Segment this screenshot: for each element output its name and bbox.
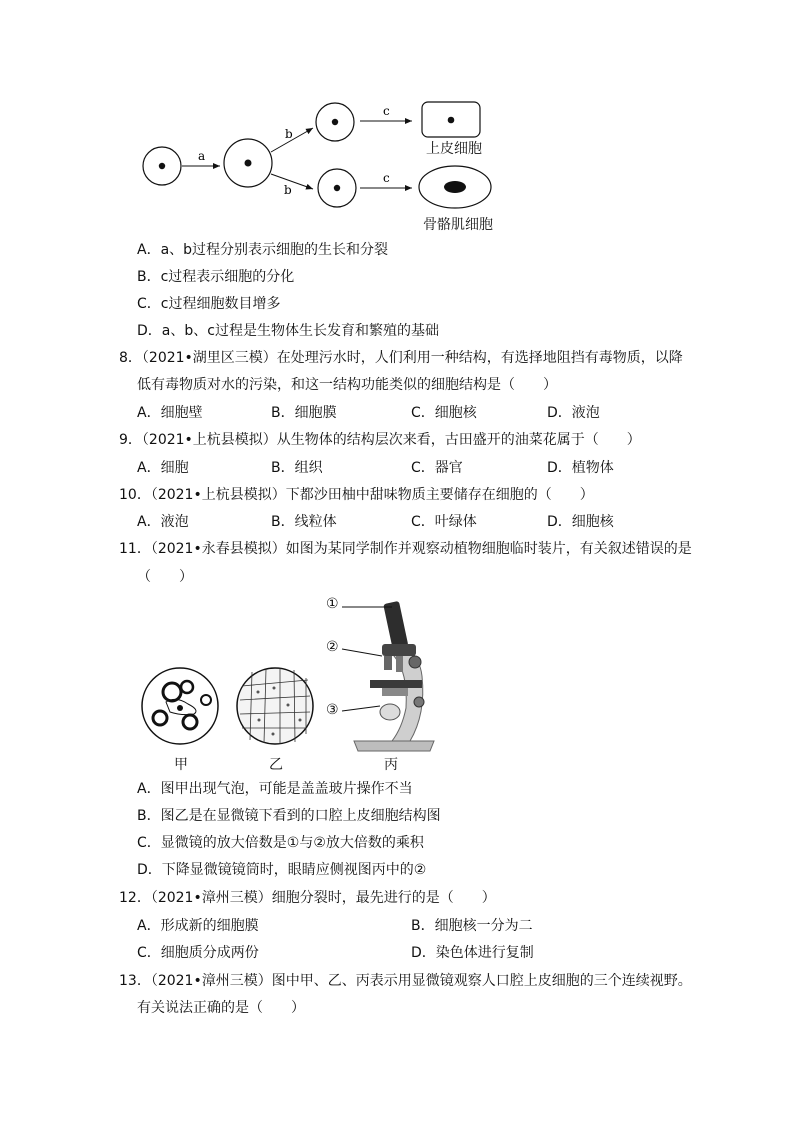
q10-option-c: C．叶绿体 bbox=[411, 514, 477, 530]
q8-option-c: C．细胞核 bbox=[411, 405, 477, 421]
q12-stem: 12．（2021•漳州三模）细胞分裂时，最先进行的是（ ） bbox=[119, 890, 496, 906]
q9-option-d: D．植物体 bbox=[547, 460, 614, 476]
q11-figure bbox=[130, 596, 450, 776]
bubble bbox=[183, 715, 197, 729]
q9-stem: 9．（2021•上杭县模拟）从生物体的结构层次来看，古田盛开的油菜花属于（ ） bbox=[119, 432, 641, 448]
cell-2-nucleus bbox=[245, 160, 252, 167]
q12-option-d: D．染色体进行复制 bbox=[411, 945, 534, 961]
cell-1-nucleus bbox=[159, 163, 165, 169]
q10-option-a: A．液泡 bbox=[137, 514, 189, 530]
q10-option-d: D．细胞核 bbox=[547, 514, 614, 530]
q12-option-a: A．形成新的细胞膜 bbox=[137, 918, 259, 934]
muscle-cell-nucleus bbox=[444, 181, 466, 193]
label-b-bottom: b bbox=[284, 183, 292, 197]
marker-1: ① bbox=[326, 596, 339, 612]
q11-option-d: D．下降显微镜镜筒时，眼睛应侧视图丙中的② bbox=[137, 862, 427, 878]
epithelial-cell-nucleus bbox=[448, 117, 455, 124]
q13-stem-line2: 有关说法正确的是（ ） bbox=[137, 1000, 305, 1016]
bubble bbox=[163, 683, 181, 701]
q8-stem-line2: 低有毒物质对水的污染，和这一结构功能类似的细胞结构是（ ） bbox=[137, 377, 557, 393]
label-b-top: b bbox=[285, 127, 293, 141]
q8-option-d: D．液泡 bbox=[547, 405, 600, 421]
label-a: a bbox=[198, 149, 206, 163]
leader-2 bbox=[342, 649, 382, 656]
cell-3-top-nucleus bbox=[332, 119, 338, 125]
q8-option-b: B．细胞膜 bbox=[271, 405, 337, 421]
caption-bing: 丙 bbox=[384, 757, 398, 773]
q9-option-a: A．细胞 bbox=[137, 460, 189, 476]
cell-3-bottom-nucleus bbox=[334, 185, 340, 191]
q9-option-b: B．组织 bbox=[271, 460, 323, 476]
cell-nucleus bbox=[177, 705, 183, 711]
q7-option-d: D．a、b、c过程是生物体生长发育和繁殖的基础 bbox=[137, 323, 439, 339]
q7-option-c: C．c过程细胞数目增多 bbox=[137, 296, 281, 312]
q11-option-a: A．图甲出现气泡，可能是盖盖玻片操作不当 bbox=[137, 781, 413, 797]
muscle-cell-label: 骨骼肌细胞 bbox=[423, 217, 493, 233]
label-c-top: c bbox=[383, 104, 390, 118]
q12-option-b: B．细胞核一分为二 bbox=[411, 918, 533, 934]
q10-stem: 10．（2021•上杭县模拟）下都沙田柚中甜味物质主要储存在细胞的（ ） bbox=[119, 487, 594, 503]
q11-figure-svg bbox=[130, 596, 450, 756]
q10-option-b: B．线粒体 bbox=[271, 514, 337, 530]
q8-stem-line1: 8．（2021•湖里区三模）在处理污水时，人们利用一种结构，有选择地阻挡有毒物质，以降 bbox=[119, 350, 683, 366]
bubble bbox=[201, 695, 211, 705]
q12-option-c: C．细胞质分成两份 bbox=[137, 945, 259, 961]
caption-yi: 乙 bbox=[269, 757, 283, 773]
q11-stem-line2: （ ） bbox=[137, 569, 193, 585]
q11-option-b: B．图乙是在显微镜下看到的口腔上皮细胞结构图 bbox=[137, 808, 441, 824]
q8-option-a: A．细胞壁 bbox=[137, 405, 203, 421]
cell-development-diagram bbox=[130, 92, 510, 242]
q11-option-c: C．显微镜的放大倍数是①与②放大倍数的乘积 bbox=[137, 835, 424, 851]
q9-option-c: C．器官 bbox=[411, 460, 463, 476]
leader-3 bbox=[342, 706, 380, 711]
arrow-b-bottom bbox=[271, 174, 313, 189]
view-yi bbox=[237, 668, 313, 744]
caption-jia: 甲 bbox=[174, 757, 188, 773]
bubble bbox=[153, 711, 167, 725]
q11-stem-line1: 11．（2021•永春县模拟）如图为某同学制作并观察动植物细胞临时装片，有关叙述错误的是 bbox=[119, 541, 692, 557]
q7-option-a: A．a、b过程分别表示细胞的生长和分裂 bbox=[137, 242, 389, 258]
bubble bbox=[181, 681, 193, 693]
q13-stem-line1: 13．（2021•漳州三模）图中甲、乙、丙表示用显微镜观察人口腔上皮细胞的三个连续视野。 bbox=[119, 973, 692, 989]
epithelial-cell-label: 上皮细胞 bbox=[426, 141, 482, 157]
q7-option-b: B．c过程表示细胞的分化 bbox=[137, 269, 295, 285]
marker-2: ② bbox=[326, 639, 339, 655]
label-c-bottom: c bbox=[383, 171, 390, 185]
microscope bbox=[354, 601, 434, 751]
marker-3: ③ bbox=[326, 702, 339, 718]
